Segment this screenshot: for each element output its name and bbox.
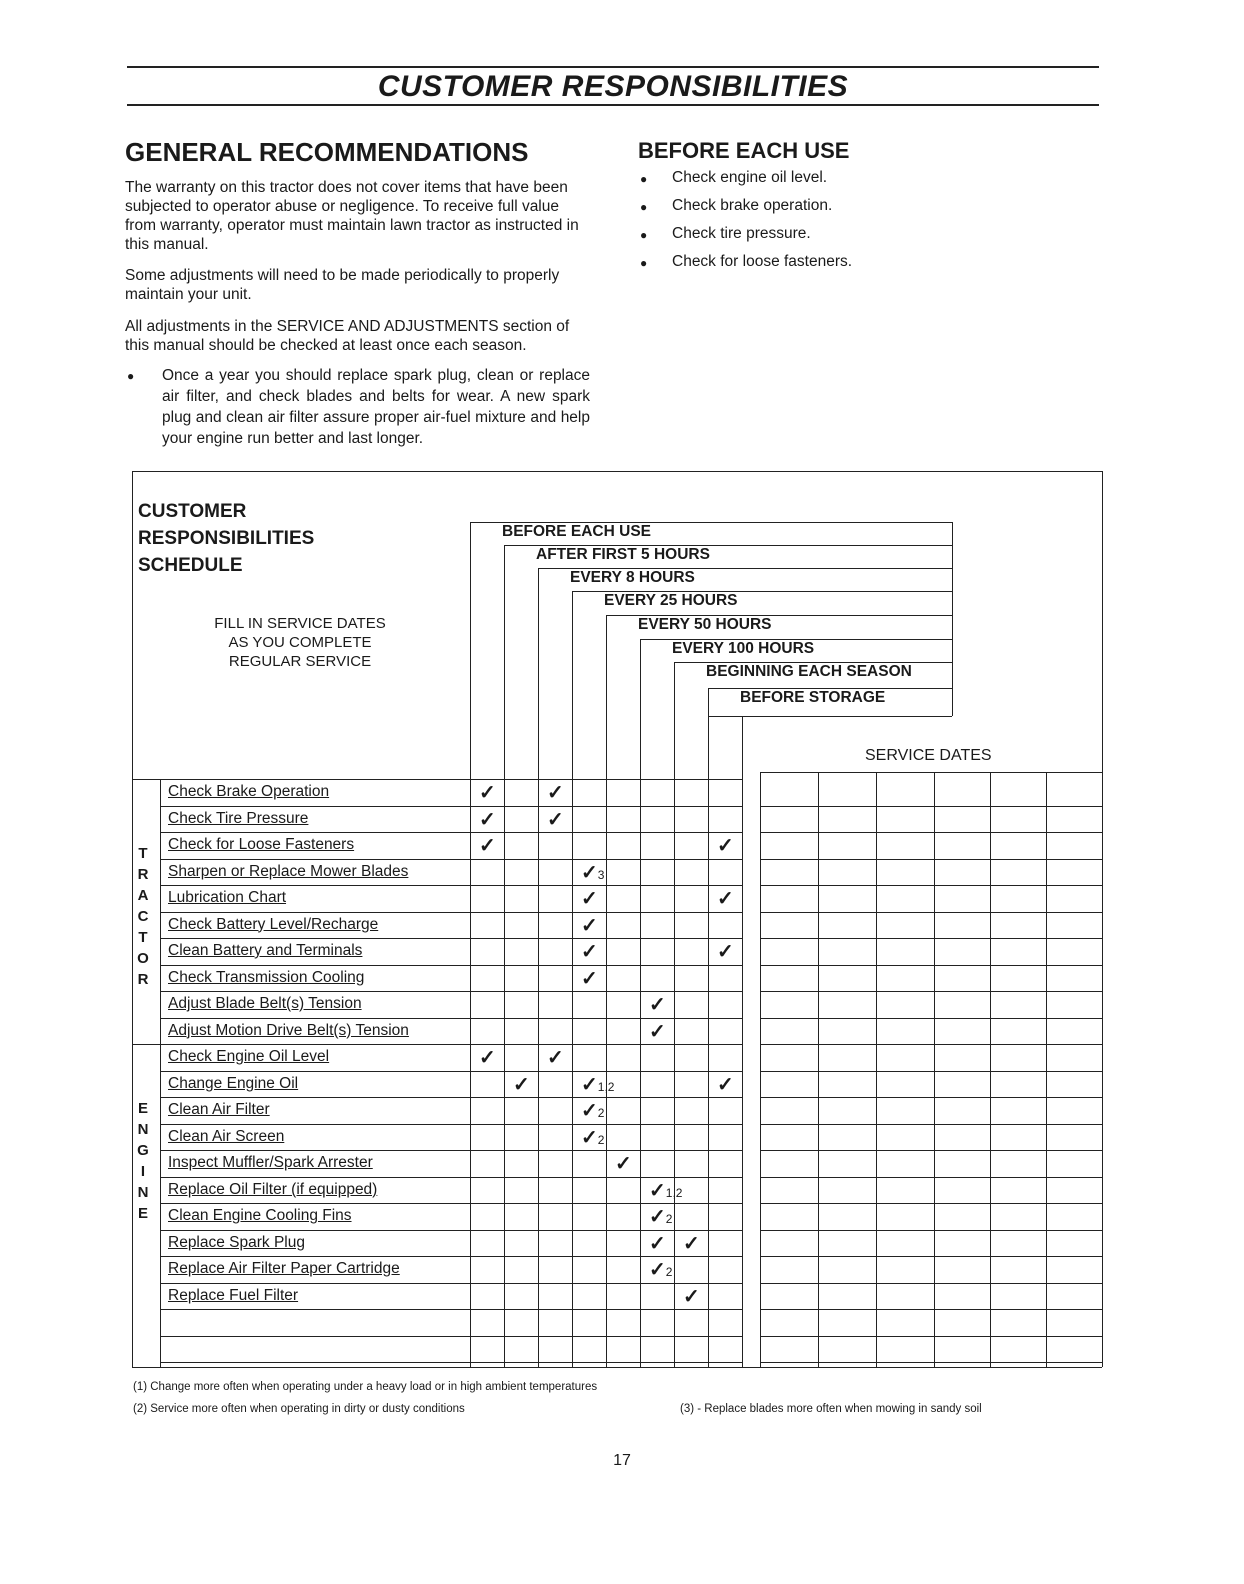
schedule-row-label: Replace Spark Plug bbox=[168, 1233, 305, 1251]
check-mark-icon: ✓ bbox=[581, 941, 598, 963]
general-paragraph-1: The warranty on this tractor does not cover items that have been subjected to operator abuse or negligence. To receive full value from warranty, operator must maintain lawn tractor as instructed in this manual. bbox=[125, 179, 579, 253]
engine-section-letter: N bbox=[137, 1184, 149, 1201]
check-mark-icon: ✓2 bbox=[581, 1126, 605, 1149]
check-footnote-ref: 1,2 bbox=[665, 1185, 683, 1200]
header-rule-bottom bbox=[127, 104, 1099, 106]
footnote-1: (1) Change more often when operating under a heavy load or in high ambient temperatures bbox=[133, 1381, 598, 1393]
column-header-7: BEGINNING EACH SEASON bbox=[706, 663, 912, 680]
schedule-row-label: Check Brake Operation bbox=[168, 783, 330, 800]
check-footnote-ref: 2 bbox=[665, 1265, 673, 1279]
engine-section-letter: E bbox=[137, 1205, 148, 1222]
before-use-item: Check for loose fasteners. bbox=[672, 253, 853, 270]
check-footnote-ref: 3 bbox=[597, 867, 605, 882]
check-footnote-ref: 2 bbox=[665, 1212, 673, 1226]
row-rule bbox=[160, 1071, 742, 1072]
service-dates-top bbox=[760, 772, 1102, 773]
check-mark-icon: ✓ bbox=[717, 1073, 734, 1096]
service-date-row-rule bbox=[760, 859, 1102, 860]
row-rule bbox=[160, 1283, 742, 1284]
tractor-section-letter: R bbox=[137, 866, 149, 883]
check-footnote-ref: 1,2 bbox=[597, 1079, 615, 1094]
bullet-icon: ● bbox=[127, 369, 135, 383]
schedule-border-bottom bbox=[132, 1367, 1102, 1368]
check-mark-icon: ✓ bbox=[547, 1047, 564, 1069]
check-mark-icon: ✓ bbox=[479, 1047, 496, 1069]
schedule-row-label: Clean Engine Cooling Fins bbox=[168, 1207, 352, 1224]
schedule-row-label: Check Engine Oil Level bbox=[168, 1048, 330, 1065]
check-mark-icon: ✓1,2 bbox=[581, 1073, 615, 1096]
row-rule bbox=[160, 965, 742, 966]
service-date-column bbox=[760, 772, 761, 1367]
general-bullet-text: Once a year you should replace spark plug, clean or replace air filter, and check blades and belts for wear. A new spark plug and clean air filter assure proper air-fuel mixture and help your engine run better and last longer. bbox=[162, 367, 590, 447]
check-mark-icon: ✓ bbox=[717, 888, 734, 910]
bullet-icon: ● bbox=[640, 228, 648, 242]
row-rule bbox=[160, 806, 742, 807]
column-header-6: EVERY 100 HOURS bbox=[672, 640, 815, 657]
column-divider bbox=[708, 688, 709, 1367]
row-rule bbox=[160, 1309, 742, 1310]
row-rule bbox=[160, 1124, 742, 1125]
row-rule bbox=[160, 1362, 742, 1363]
column-header-4: EVERY 25 HOURS bbox=[604, 592, 738, 609]
schedule-row-label: Clean Battery and Terminals bbox=[168, 942, 363, 959]
schedule-title: CUSTOMER RESPONSIBILITIES SCHEDULE bbox=[138, 501, 315, 576]
tractor-section-letter: C bbox=[137, 908, 149, 925]
check-mark-icon: ✓ bbox=[683, 1285, 700, 1308]
schedule-row-label: Inspect Muffler/Spark Arrester bbox=[168, 1154, 373, 1171]
schedule-row-label: Adjust Motion Drive Belt(s) Tension bbox=[168, 1021, 409, 1039]
service-date-row-rule bbox=[760, 1018, 1102, 1019]
service-date-row-rule bbox=[760, 1203, 1102, 1204]
column-header-right-rule bbox=[952, 522, 953, 716]
general-paragraph-3: All adjustments in the SERVICE AND ADJUSTMENTS section of this manual should be checked at least once each season. bbox=[125, 318, 570, 354]
column-divider bbox=[538, 568, 539, 1367]
service-date-row-rule bbox=[760, 1283, 1102, 1284]
schedule-row-label: Replace Oil Filter (if equipped) bbox=[168, 1180, 378, 1198]
service-date-row-rule bbox=[760, 991, 1102, 992]
check-footnote-ref: 2 bbox=[597, 1106, 605, 1120]
row-rule bbox=[160, 938, 742, 939]
service-date-row-rule bbox=[760, 832, 1102, 833]
column-divider bbox=[674, 662, 675, 1367]
service-date-column bbox=[876, 772, 877, 1367]
column-divider bbox=[470, 522, 471, 1367]
schedule-row-label: Replace Air Filter Paper Cartridge bbox=[168, 1260, 400, 1277]
check-mark-icon: ✓ bbox=[717, 941, 734, 963]
service-date-row-rule bbox=[760, 885, 1102, 886]
column-header-8: BEFORE STORAGE bbox=[740, 689, 886, 706]
schedule-row-label: Clean Air Screen bbox=[168, 1127, 285, 1145]
column-header-2: AFTER FIRST 5 HOURS bbox=[536, 546, 710, 563]
check-mark-icon: ✓2 bbox=[649, 1206, 673, 1228]
before-use-item: Check tire pressure. bbox=[672, 225, 811, 242]
row-rule bbox=[160, 885, 742, 886]
schedule-row-label: Change Engine Oil bbox=[168, 1074, 299, 1092]
fill-in-note: FILL IN SERVICE DATES AS YOU COMPLETE REGULAR SERVICE bbox=[214, 615, 386, 670]
check-mark-icon: ✓ bbox=[479, 835, 496, 857]
service-date-column bbox=[818, 772, 819, 1367]
section-divider bbox=[160, 779, 161, 1367]
check-mark-icon: ✓ bbox=[649, 1232, 666, 1255]
check-mark-icon: ✓ bbox=[717, 835, 734, 857]
tractor-section-letter: T bbox=[138, 845, 148, 862]
schedule-row-label: Check Battery Level/Recharge bbox=[168, 915, 379, 933]
general-heading: GENERAL RECOMMENDATIONS bbox=[125, 137, 529, 167]
check-mark-icon: ✓ bbox=[581, 888, 598, 910]
column-divider bbox=[572, 591, 573, 1367]
column-header-3: EVERY 8 HOURS bbox=[570, 569, 695, 586]
service-date-row-rule bbox=[760, 1362, 1102, 1363]
service-date-row-rule bbox=[760, 1230, 1102, 1231]
service-date-row-rule bbox=[760, 912, 1102, 913]
service-date-column bbox=[1046, 772, 1047, 1367]
service-date-row-rule bbox=[760, 1124, 1102, 1125]
tractor-section-letter: A bbox=[137, 887, 149, 904]
check-mark-icon: ✓2 bbox=[581, 1100, 605, 1122]
row-rule bbox=[160, 832, 742, 833]
service-date-row-rule bbox=[760, 1336, 1102, 1337]
column-divider bbox=[742, 716, 743, 1367]
check-mark-icon: ✓ bbox=[581, 914, 598, 937]
row-rule bbox=[160, 912, 742, 913]
schedule-border-right bbox=[1102, 471, 1103, 1367]
service-date-column bbox=[934, 772, 935, 1367]
before-use-item: Check brake operation. bbox=[672, 197, 833, 214]
column-header-5: EVERY 50 HOURS bbox=[638, 616, 772, 633]
check-mark-icon: ✓ bbox=[479, 782, 496, 804]
column-header-bottom-rule bbox=[708, 716, 952, 717]
schedule-row-label: Check Tire Pressure bbox=[168, 809, 309, 827]
engine-section-letter: N bbox=[137, 1121, 149, 1138]
check-mark-icon: ✓ bbox=[513, 1073, 530, 1096]
check-footnote-ref: 2 bbox=[597, 1132, 605, 1147]
service-date-row-rule bbox=[760, 1071, 1102, 1072]
schedule-row-label: Replace Fuel Filter bbox=[168, 1286, 299, 1304]
check-mark-icon: ✓ bbox=[479, 808, 496, 831]
tractor-section-letter: O bbox=[137, 950, 149, 967]
bullet-icon: ● bbox=[640, 200, 648, 214]
page-number: 17 bbox=[613, 1452, 631, 1469]
bullet-icon: ● bbox=[640, 172, 648, 186]
page-title: CUSTOMER RESPONSIBILITIES bbox=[377, 70, 849, 103]
service-date-row-rule bbox=[760, 938, 1102, 939]
footnote-3: (3) - Replace blades more often when mowing in sandy soil bbox=[680, 1403, 982, 1415]
schedule-row-label: Clean Air Filter bbox=[168, 1101, 270, 1118]
tractor-section-letter: R bbox=[137, 971, 149, 988]
check-mark-icon: ✓ bbox=[649, 1020, 666, 1043]
column-header-1: BEFORE EACH USE bbox=[502, 523, 651, 540]
service-date-row-rule bbox=[760, 965, 1102, 966]
service-date-row-rule bbox=[760, 1309, 1102, 1310]
service-date-column bbox=[990, 772, 991, 1367]
schedule-row-label: Lubrication Chart bbox=[168, 889, 287, 906]
column-divider bbox=[640, 639, 641, 1367]
check-mark-icon: ✓ bbox=[547, 782, 564, 804]
row-rule bbox=[160, 1336, 742, 1337]
check-mark-icon: ✓ bbox=[581, 967, 598, 990]
check-mark-icon: ✓1,2 bbox=[649, 1179, 683, 1202]
row-rule bbox=[160, 859, 742, 860]
general-paragraph-2: Some adjustments will need to be made periodically to properly maintain your unit. bbox=[125, 267, 560, 303]
tractor-section-letter: T bbox=[138, 929, 148, 946]
engine-section-letter: G bbox=[137, 1142, 149, 1159]
footnote-2: (2) Service more often when operating in dirty or dusty conditions bbox=[133, 1403, 465, 1415]
service-date-row-rule bbox=[760, 806, 1102, 807]
check-mark-icon: ✓ bbox=[683, 1232, 700, 1255]
service-date-row-rule bbox=[760, 1150, 1102, 1151]
engine-section-letter: E bbox=[137, 1100, 148, 1117]
service-date-row-rule bbox=[760, 1044, 1102, 1045]
schedule-row-label: Sharpen or Replace Mower Blades bbox=[168, 862, 409, 880]
section-split-rule bbox=[132, 1044, 160, 1045]
row-rule bbox=[160, 1097, 742, 1098]
row-rule bbox=[160, 1150, 742, 1151]
check-mark-icon: ✓2 bbox=[649, 1259, 673, 1281]
column-divider bbox=[504, 545, 505, 1367]
schedule-row-label: Adjust Blade Belt(s) Tension bbox=[168, 995, 362, 1012]
engine-section-letter: I bbox=[140, 1163, 146, 1180]
before-use-item: Check engine oil level. bbox=[672, 169, 828, 186]
check-mark-icon: ✓ bbox=[615, 1153, 632, 1175]
service-dates-label: SERVICE DATES bbox=[865, 747, 992, 764]
row-rule bbox=[160, 1044, 742, 1045]
bullet-icon: ● bbox=[640, 256, 648, 270]
check-mark-icon: ✓ bbox=[649, 994, 666, 1016]
schedule-border-top bbox=[132, 471, 1102, 472]
check-mark-icon: ✓3 bbox=[581, 861, 605, 884]
service-date-row-rule bbox=[760, 1177, 1102, 1178]
schedule-row-label: Check Transmission Cooling bbox=[168, 968, 365, 986]
header-rule-top bbox=[127, 66, 1099, 68]
table-top-rule bbox=[132, 779, 742, 780]
service-date-row-rule bbox=[760, 1097, 1102, 1098]
check-mark-icon: ✓ bbox=[547, 808, 564, 831]
service-date-row-rule bbox=[760, 1256, 1102, 1257]
schedule-row-label: Check for Loose Fasteners bbox=[168, 836, 355, 853]
before-each-use-heading: BEFORE EACH USE bbox=[638, 138, 850, 163]
